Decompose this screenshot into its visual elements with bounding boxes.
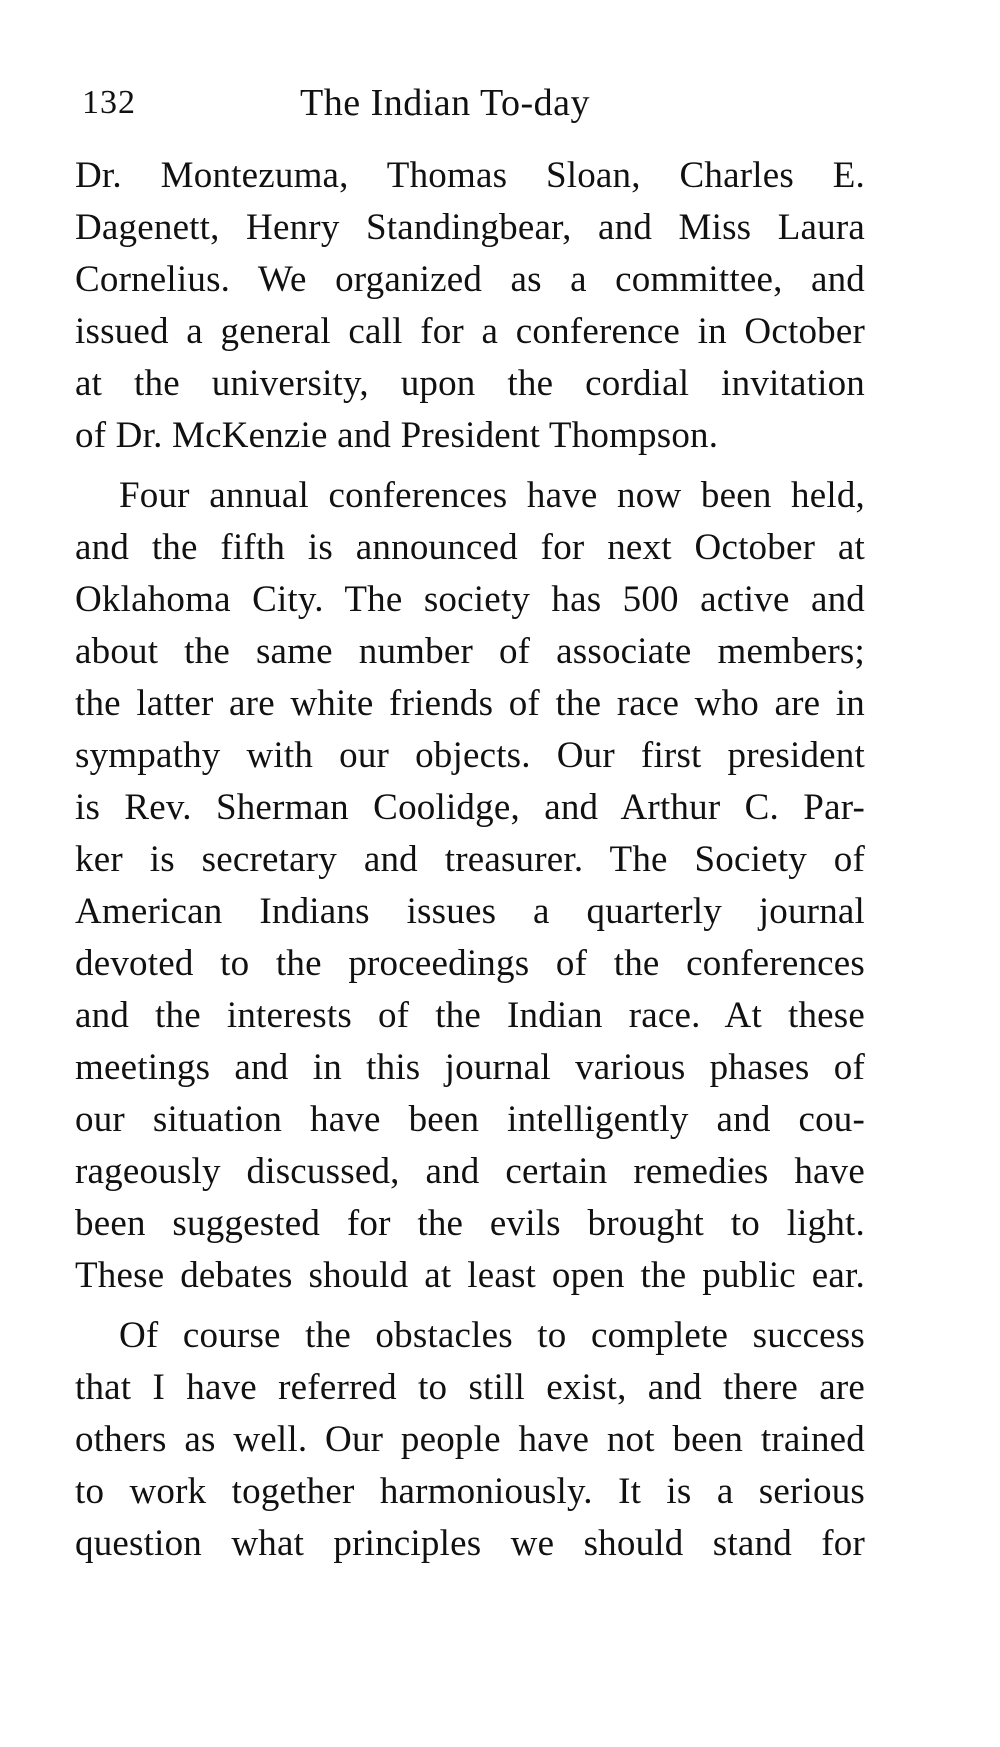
text-line: Dr. Montezuma, Thomas Sloan, Charles E. xyxy=(75,155,865,196)
body-text xyxy=(75,150,865,1570)
text-line: the latter are white friends of the race who are in xyxy=(75,683,865,724)
running-head xyxy=(82,78,862,128)
running-title: The Indian To-day xyxy=(300,82,591,124)
text-line: that I have referred to still exist, and there are xyxy=(75,1367,865,1408)
text-line: sympathy with our objects. Our first president xyxy=(75,735,865,776)
text-line: devoted to the proceedings of the conferences xyxy=(75,943,865,984)
text-line: ker is secretary and treasurer. The Society of xyxy=(75,839,865,880)
text-line: and the fifth is announced for next October at xyxy=(75,527,865,568)
paragraph xyxy=(75,470,865,1302)
text-line: Cornelius. We organized as a committee, and xyxy=(75,259,865,300)
text-line: is Rev. Sherman Coolidge, and Arthur C. Par- xyxy=(75,787,865,828)
text-line: at the university, upon the cordial invitation xyxy=(75,363,865,404)
text-line: been suggested for the evils brought to light. xyxy=(75,1203,865,1244)
text-line: Dagenett, Henry Standingbear, and Miss Laura xyxy=(75,207,865,248)
text-line: These debates should at least open the public ear. xyxy=(75,1255,865,1296)
text-line: issued a general call for a conference in October xyxy=(75,311,865,352)
text-line: Four annual conferences have now been held, xyxy=(119,475,865,516)
text-line: of Dr. McKenzie and President Thompson. xyxy=(75,415,719,456)
page-number: 132 xyxy=(82,84,136,121)
text-line: American Indians issues a quarterly journal xyxy=(75,891,865,932)
text-line: Oklahoma City. The society has 500 active and xyxy=(75,579,865,620)
text-line: rageously discussed, and certain remedies have xyxy=(75,1151,865,1192)
paragraph-gap xyxy=(75,462,865,470)
text-line: question what principles we should stand for xyxy=(75,1523,865,1564)
text-line: to work together harmoniously. It is a serious xyxy=(75,1471,865,1512)
text-line: others as well. Our people have not been trained xyxy=(75,1419,865,1460)
paragraph xyxy=(75,150,865,462)
text-line: about the same number of associate members; xyxy=(75,631,865,672)
paragraph xyxy=(75,1310,865,1570)
text-line: meetings and in this journal various phases of xyxy=(75,1047,865,1088)
text-line: our situation have been intelligently and cou- xyxy=(75,1099,865,1140)
text-line: Of course the obstacles to complete success xyxy=(119,1315,865,1356)
text-line: and the interests of the Indian race. At these xyxy=(75,995,865,1036)
paragraph-gap xyxy=(75,1302,865,1310)
